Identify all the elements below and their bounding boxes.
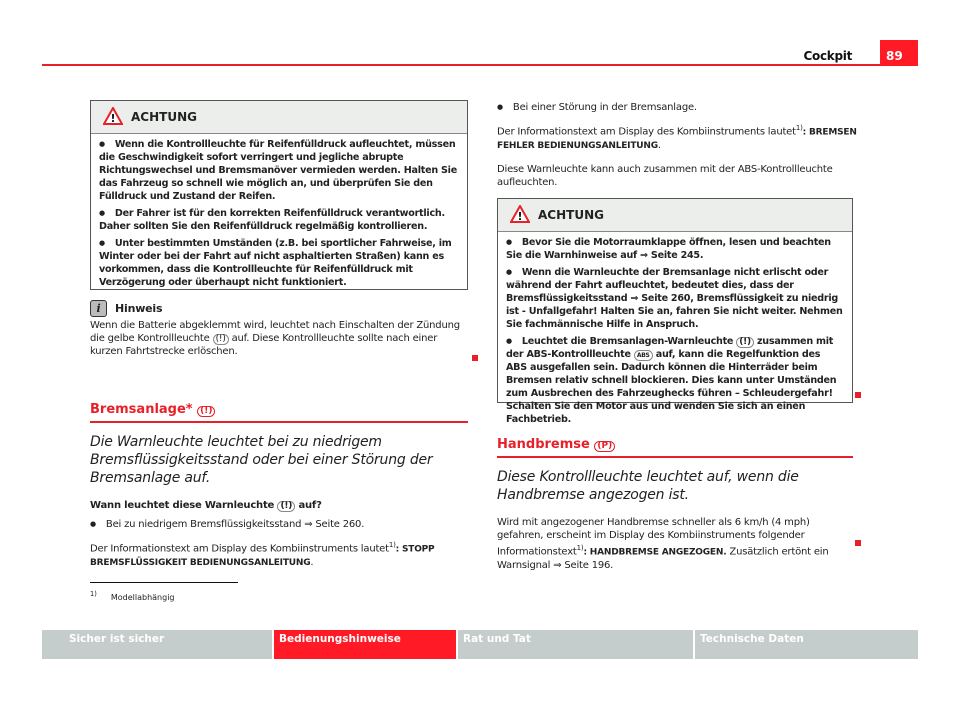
section-lead: Die Warnleuchte leuchtet bei zu niedrigem Bremsflüssigkeitsstand oder bei einer Störung der Bremsanlage auf.	[90, 434, 433, 486]
section-rule	[497, 456, 853, 458]
footer-tab-rat-und-tat[interactable]: Rat und Tat	[458, 630, 693, 659]
brake-warning-icon: (!)	[197, 406, 215, 417]
warning-item	[506, 335, 844, 426]
warning-text: Leuchtet die Bremsanlagen-Warnleuchte	[521, 336, 734, 347]
brake-warning-icon: (!)	[277, 501, 295, 512]
section-lead: Diese Kontrollleuchte leuchtet auf, wenn die Handbremse angezogen ist.	[497, 469, 799, 503]
subheading: auf?	[298, 500, 322, 511]
section-rule	[90, 421, 468, 423]
note-block	[90, 300, 468, 358]
svg-text:!: !	[517, 209, 523, 223]
end-mark	[855, 540, 861, 546]
warning-text: zusammen mit der ABS-Kontrollleuchte	[506, 336, 834, 360]
footnote	[90, 590, 175, 602]
warning-item: ● Wenn die Warnleuchte der Bremsanlage nicht erlischt oder während der Fahrt aufleuchtet, bedeutet dies, dass der Bremsflüssigkeitsstand ⇒ Seite 260, Bremsflüssigkeit zu niedrig ist - Unfallgefahr! Halten Sie an, fahren Sie nicht weiter. Nehmen Sie fachmännische Hilfe in Anspruch.	[506, 266, 844, 331]
warning-text: auf, kann die Regelfunktion des ABS ausgefallen sein. Dadurch können die Hinterräder beim Bremsen relativ schnell blockieren. Dies kann unter Umständen zum Ausbrechen des Fahrzeughecks führen – Schleudergefahr! Schalten Sie den Motor aus und wenden Sie sich an einen Fachbetrieb.	[506, 349, 837, 425]
note-text: auf. Diese Kontrollleuchte sollte nach einer kurzen Fahrtstrecke erlöschen.	[90, 333, 438, 357]
end-mark	[855, 392, 861, 398]
footer-tab-sicher[interactable]: Sicher ist sicher	[42, 630, 272, 659]
abs-icon: ABS	[634, 350, 653, 361]
warning-item: ● Der Fahrer ist für den korrekten Reifenfülldruck verantwortlich. Daher sollten Sie den Reifenfülldruck regelmäßig kontrollieren.	[99, 207, 459, 233]
display-message: : BREMSEN FEHLER BEDIENUNGSANLEITUNG	[497, 127, 857, 152]
page-number: 89	[880, 40, 918, 66]
parking-brake-icon: (P)	[594, 441, 615, 452]
note-title: Hinweis	[115, 302, 163, 315]
display-message: : HANDBREMSE ANGEZOGEN.	[583, 547, 727, 558]
footnote-ref[interactable]: 1)	[795, 124, 803, 132]
warning-item: ● Bevor Sie die Motorraumklappe öffnen, lesen und beachten Sie die Warnhinweise auf ⇒ Seite 245.	[506, 236, 844, 262]
warning-item: ● Unter bestimmten Umständen (z.B. bei sportlicher Fahrweise, im Winter oder bei der Fahrt auf nicht asphaltierten Straßen) kann es vorkommen, dass die Kontrollleuchte für Reifenfülldruck mit Verzögerung oder überhaupt nicht funktioniert.	[99, 237, 459, 289]
info-icon: i	[90, 300, 107, 317]
svg-text:!: !	[110, 111, 116, 125]
section-bremsanlage	[90, 402, 468, 570]
warning-triangle-icon	[510, 205, 530, 226]
warning-title: ACHTUNG	[538, 208, 604, 222]
list-item: ● Bei einer Störung in der Bremsanlage.	[497, 101, 857, 114]
right-top-text	[497, 101, 857, 189]
footer-tab-technische-daten[interactable]: Technische Daten	[695, 630, 918, 659]
section-handbremse	[497, 437, 853, 572]
body-text: Der Informationstext am Display des Kombiinstruments lautet	[497, 126, 796, 138]
body-text: Wird mit angezogener Handbremse schneller als 6 km/h (4 mph) gefahren, erscheint im Display des Kombiinstruments folgender Informationstext	[497, 517, 810, 558]
chapter-title: Cockpit	[803, 49, 852, 63]
end-mark	[472, 355, 478, 361]
footnote-rule	[90, 582, 238, 583]
warning-title: ACHTUNG	[131, 110, 197, 124]
warning-triangle-icon	[103, 107, 123, 128]
subheading: Wann leuchtet diese Warnleuchte	[90, 500, 275, 511]
footnote-ref[interactable]: 1)	[388, 541, 396, 549]
display-message: : STOPP BREMSFLÜSSIGKEIT BEDIENUNGSANLEITUNG	[90, 544, 435, 569]
punct: .	[657, 140, 661, 152]
section-heading: Bremsanlage*	[90, 402, 193, 417]
body-text: Der Informationstext am Display des Kombiinstruments lautet	[90, 543, 389, 555]
tire-pressure-icon: (!)	[213, 334, 229, 345]
footnote-text: Modellabhängig	[110, 592, 175, 602]
brake-warning-icon: (!)	[736, 337, 754, 348]
body-text: Diese Warnleuchte kann auch zusammen mit der ABS-Kontrollleuchte aufleuchten.	[497, 164, 833, 189]
footer-tab-bedienungshinweise[interactable]: Bedienungshinweise	[274, 630, 456, 659]
note-text: Wenn die Batterie abgeklemmt wird, leuchtet nach Einschalten der Zündung die gelbe Kontrollleuchte	[90, 320, 460, 344]
footnote-mark: 1)	[90, 590, 97, 598]
list-item: ● Bei zu niedrigem Bremsflüssigkeitsstand ⇒ Seite 260.	[90, 518, 468, 531]
warning-item: ● Wenn die Kontrollleuchte für Reifenfülldruck aufleuchtet, müssen die Geschwindigkeit sofort verringert und jegliche abrupte Richtungswechsel und Bremsmanöver vermieden werden. Halten Sie das Fahrzeug so schnell wie möglich an, und überprüfen Sie den Fülldruck und Zustand der Reifen.	[99, 138, 459, 203]
header-rule	[42, 64, 918, 66]
warning-box-tire-pressure	[90, 100, 468, 290]
warning-box-brakes	[497, 198, 853, 425]
section-heading: Handbremse	[497, 437, 590, 452]
footnote-ref[interactable]: 1)	[576, 544, 584, 552]
body-text: Zusätzlich ertönt ein Warnsignal ⇒ Seite 196.	[497, 546, 829, 572]
punct: .	[310, 557, 314, 569]
